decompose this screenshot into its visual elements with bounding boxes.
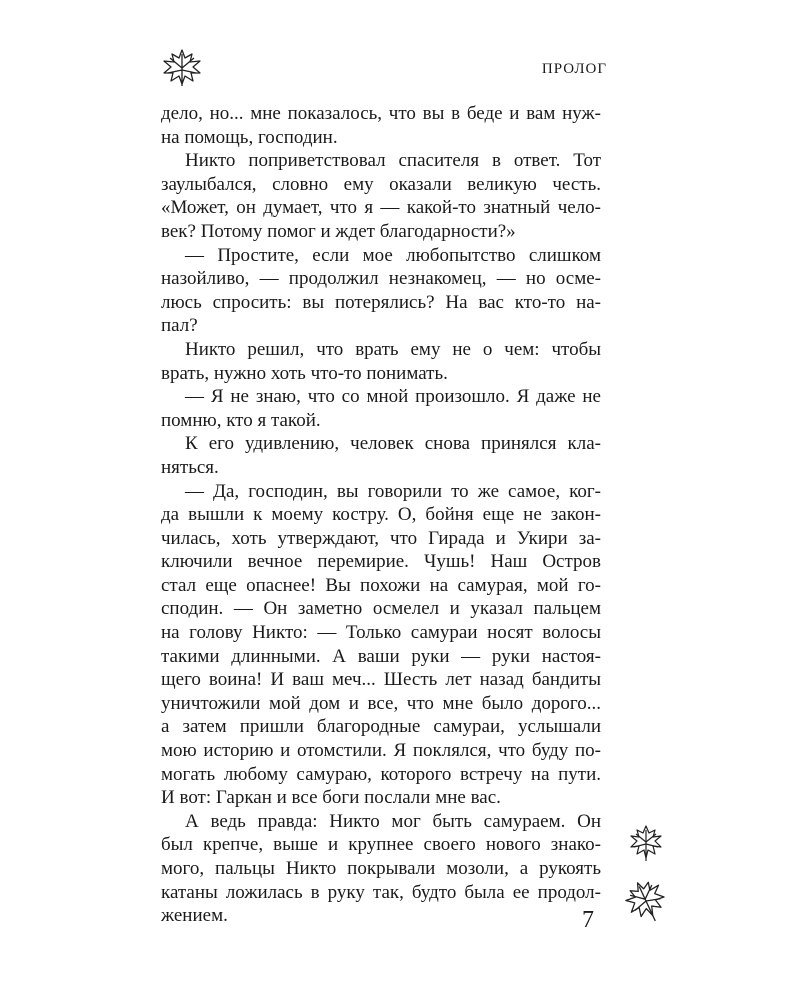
- text-line: уничтожили мой дом и все, что мне было дорого...: [161, 692, 601, 714]
- body-text: [161, 102, 601, 928]
- text-line: «Может, он думает, что я — какой-то знатный чело-: [161, 197, 601, 219]
- text-line: щего воина! И ваш меч... Шесть лет назад бандиты: [161, 669, 601, 691]
- text-line: катаны ложилась в руку так, будто была ее продол-: [161, 881, 601, 903]
- text-line: — Я не знаю, что со мной произошло. Я даже не: [185, 386, 601, 408]
- text-line: Никто поприветствовал спасителя в ответ. Тот: [185, 150, 601, 172]
- text-line: Никто решил, что врать ему не о чем: чтобы: [185, 338, 601, 360]
- text-line: люсь спросить: вы потерялись? На вас кто-то на-: [161, 291, 601, 313]
- text-line: да вышли к моему костру. О, бойня еще не закон-: [161, 504, 601, 526]
- text-line: стал еще опаснее! Вы похожи на самурая, мой го-: [161, 574, 601, 596]
- text-line: А ведь правда: Никто мог быть самураем. Он: [185, 810, 601, 832]
- text-line: помню, кто я такой.: [161, 409, 321, 431]
- text-line: няться.: [161, 456, 219, 478]
- text-line: жением.: [161, 905, 228, 927]
- running-head: ПРОЛОГ: [541, 61, 607, 77]
- text-line: И вот: Гаркан и все боги послали мне вас.: [161, 787, 501, 809]
- text-line: был крепче, выше и крупнее своего нового знако-: [161, 834, 601, 856]
- text-line: назойливо, — продолжил незнакомец, — но осме-: [161, 268, 601, 290]
- text-line: К его удивлению, человек снова принялся кла-: [185, 433, 601, 455]
- text-line: век? Потому помог и ждет благодарности?»: [161, 220, 516, 242]
- maple-leaf-icon: [626, 823, 666, 863]
- text-line: — Простите, если мое любопытство слишком: [185, 244, 601, 266]
- page-number: 7: [582, 907, 594, 933]
- maple-leaf-icon: [158, 46, 206, 88]
- text-line: ключили вечное перемирие. Чушь! Наш Остров: [161, 551, 601, 573]
- text-line: на помощь, господин.: [161, 126, 338, 148]
- text-line: чилась, хоть утверждают, что Гирада и Укири за-: [161, 527, 601, 549]
- text-line: могать любому самураю, которого встречу на пути.: [161, 763, 601, 785]
- maple-leaf-icon: [621, 877, 671, 925]
- text-line: такими длинными. А ваши руки — руки настоя-: [161, 645, 601, 667]
- text-line: а затем пришли благородные самураи, услышали: [161, 716, 601, 738]
- text-line: заулыбался, словно ему оказали великую честь.: [161, 173, 601, 195]
- text-line: пал?: [161, 315, 198, 337]
- text-line: врать, нужно хоть что-то понимать.: [161, 362, 448, 384]
- text-line: на голову Никто: — Только самураи носят волосы: [161, 622, 601, 644]
- text-line: сподин. — Он заметно осмелел и указал пальцем: [161, 598, 601, 620]
- text-line: мого, пальцы Никто покрывали мозоли, а рукоять: [161, 858, 601, 879]
- text-line: мою историю и отомстили. Я поклялся, что буду по-: [161, 740, 601, 762]
- text-line: — Да, господин, вы говорили то же самое, ког-: [185, 480, 601, 502]
- text-line: дело, но... мне показалось, что вы в беде и вам нуж-: [161, 103, 601, 124]
